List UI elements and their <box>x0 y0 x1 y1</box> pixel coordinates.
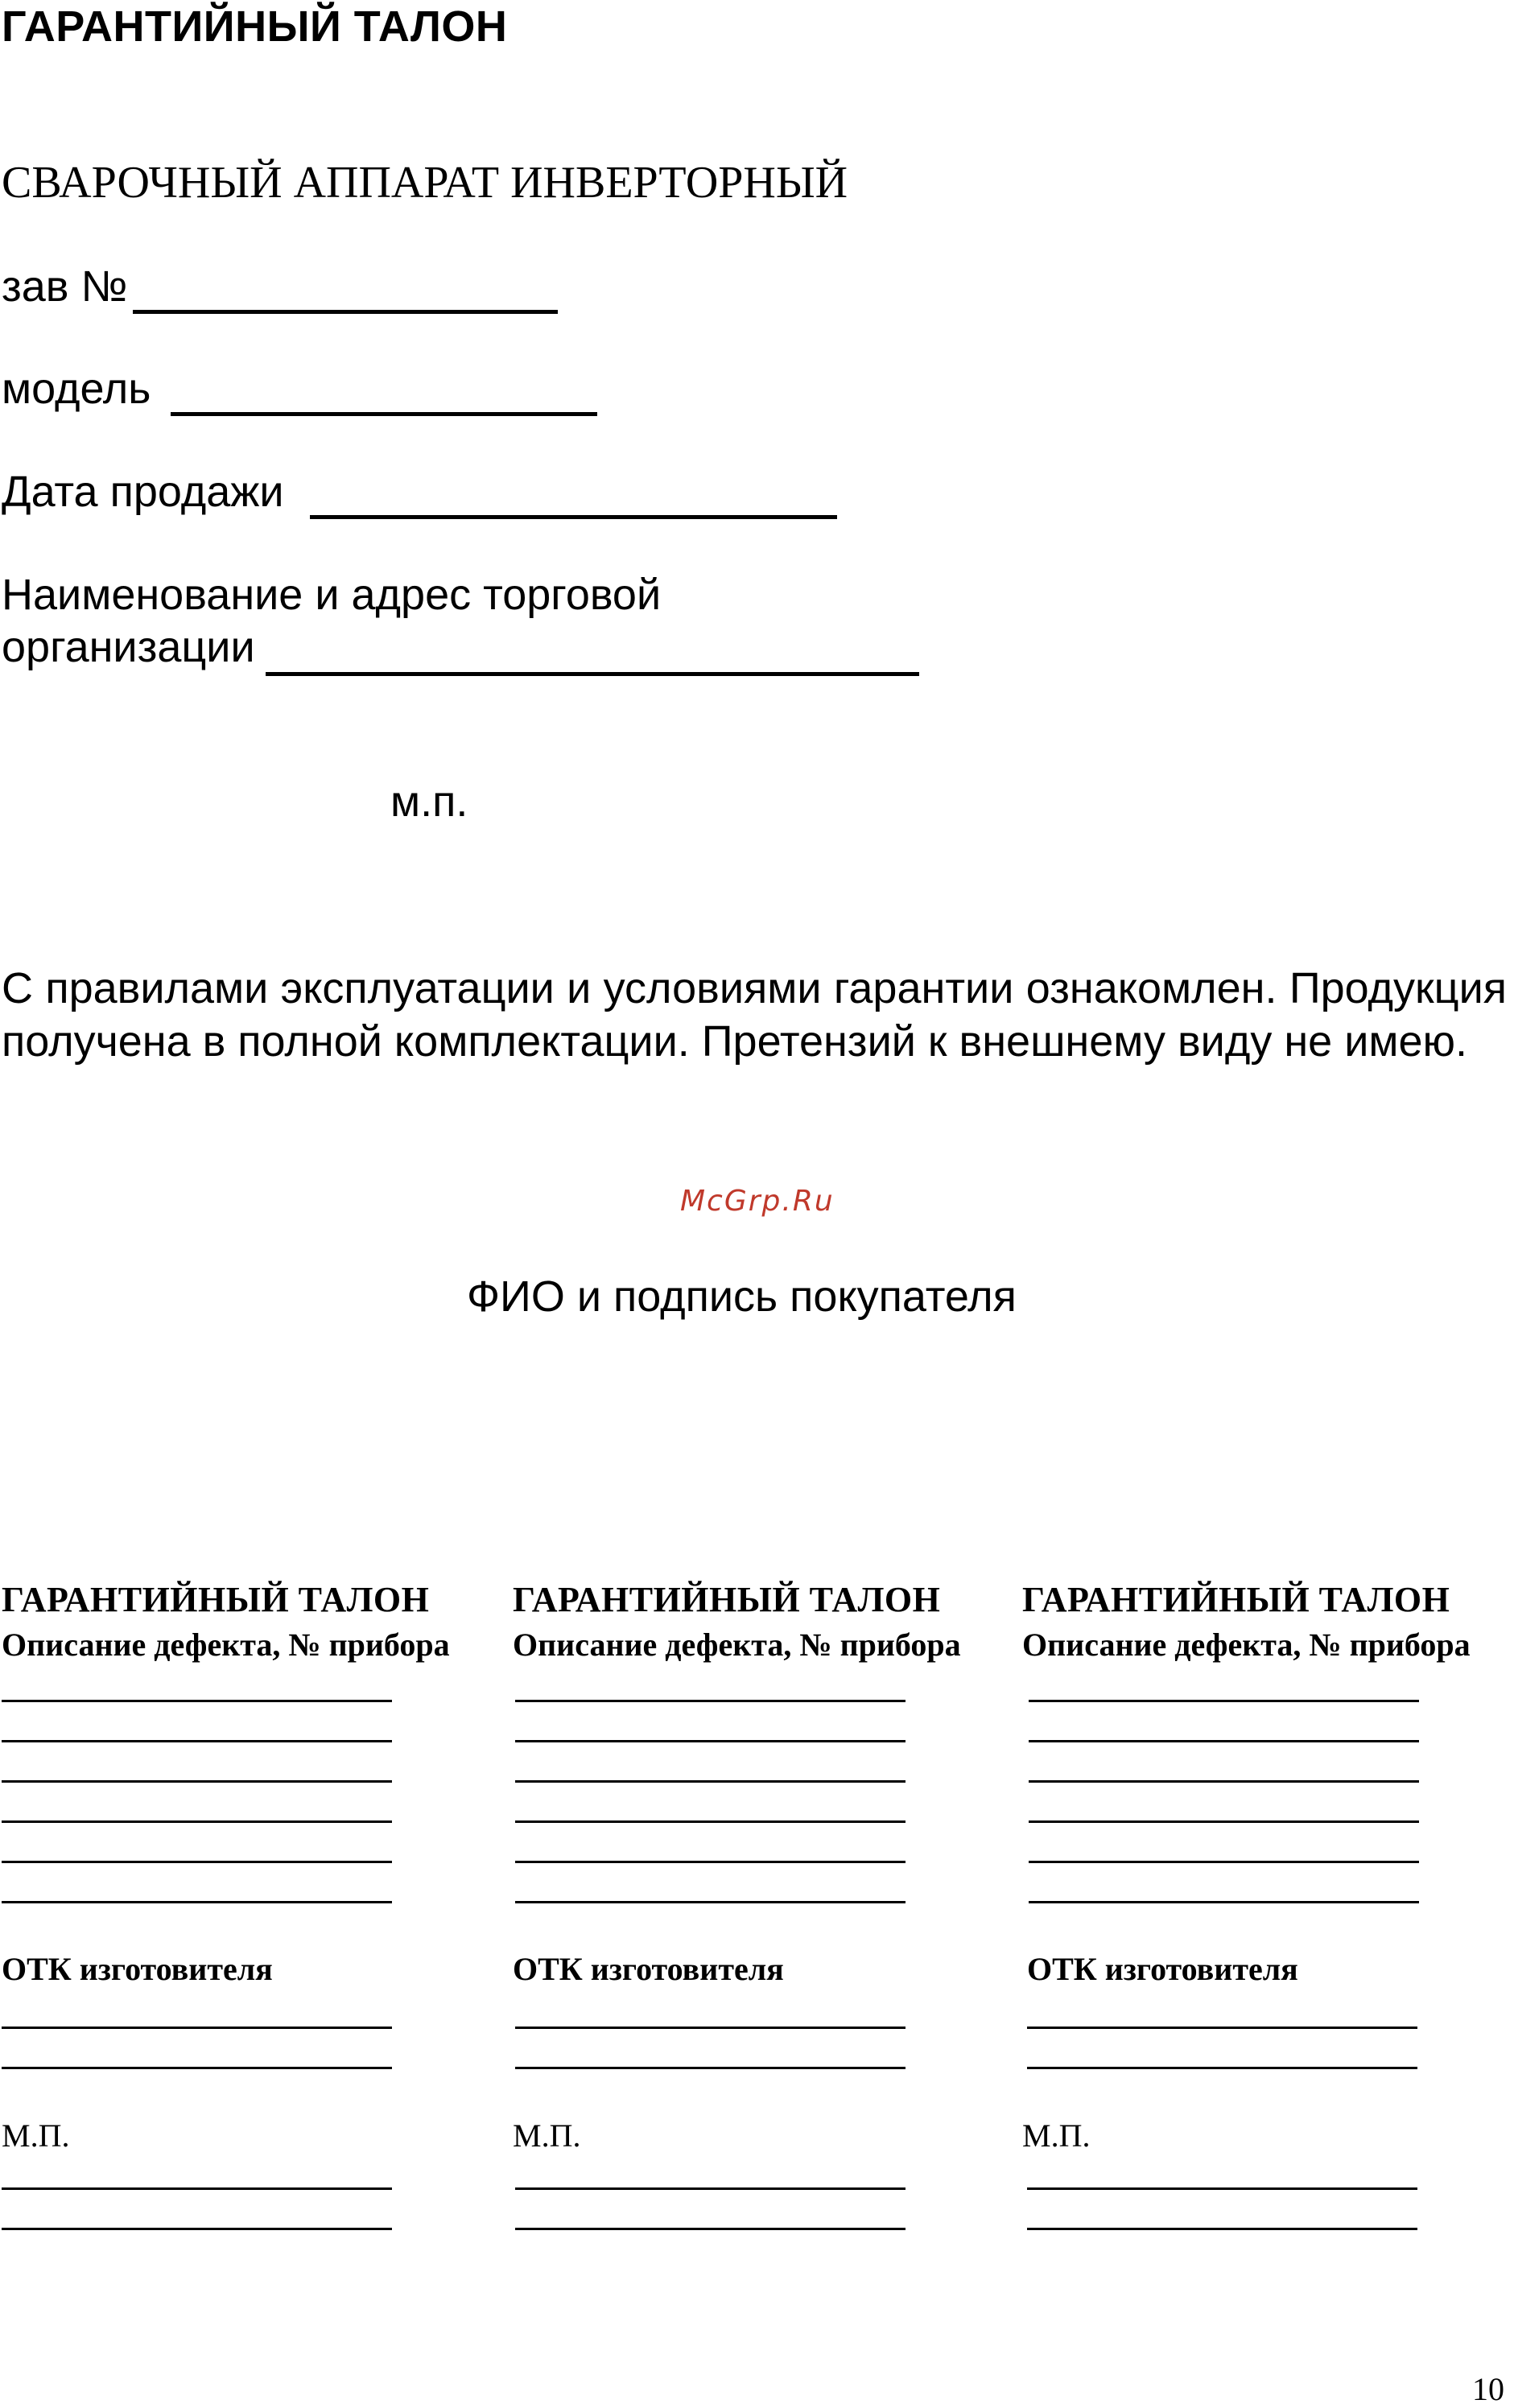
organization-field[interactable] <box>266 672 919 676</box>
buyer-signature-label: ФИО и подпись покупателя <box>467 1272 1017 1321</box>
coupon-2-otk-label: ОТК изготовителя <box>513 1951 784 1987</box>
coupon-2-stamp-line-1[interactable] <box>515 2187 906 2190</box>
coupon-1-stamp: М.П. <box>2 2117 70 2154</box>
coupon-3-title: ГАРАНТИЙНЫЙ ТАЛОН <box>1022 1580 1450 1619</box>
stamp-label: м.п. <box>390 777 468 826</box>
coupon-2-defect-line-2[interactable] <box>515 1740 906 1742</box>
watermark: McGrp.Ru <box>680 1185 835 1218</box>
coupon-2-defect-line-3[interactable] <box>515 1780 906 1783</box>
page-number: 10 <box>1472 2371 1504 2407</box>
serial-number-label: зав № <box>2 262 128 311</box>
coupon-2-otk-line-1[interactable] <box>515 2027 906 2029</box>
sale-date-label: Дата продажи <box>2 468 284 516</box>
coupon-3-defect-line-1[interactable] <box>1029 1700 1419 1702</box>
coupon-3-stamp-line-1[interactable] <box>1027 2187 1417 2190</box>
coupon-3-stamp-line-2[interactable] <box>1027 2228 1417 2230</box>
coupon-2-title: ГАРАНТИЙНЫЙ ТАЛОН <box>513 1580 941 1619</box>
coupon-1-otk-line-2[interactable] <box>2 2067 392 2069</box>
serial-number-field[interactable] <box>133 310 558 314</box>
organization-label-line2: организации <box>2 623 255 671</box>
coupon-3-defect-line-6[interactable] <box>1029 1901 1419 1903</box>
coupon-1-stamp-line-1[interactable] <box>2 2187 392 2190</box>
coupon-1-otk-label: ОТК изготовителя <box>2 1951 273 1987</box>
coupon-3-defect-line-3[interactable] <box>1029 1780 1419 1783</box>
coupon-1-title: ГАРАНТИЙНЫЙ ТАЛОН <box>2 1580 430 1619</box>
coupon-1-defect-line-4[interactable] <box>2 1820 392 1823</box>
coupon-3-defect-line-5[interactable] <box>1029 1861 1419 1863</box>
coupon-3-defect-label: Описание дефекта, № прибора <box>1022 1627 1471 1663</box>
coupon-2-defect-line-1[interactable] <box>515 1700 906 1702</box>
coupon-1-defect-label: Описание дефекта, № прибора <box>2 1627 450 1663</box>
coupon-1-defect-line-3[interactable] <box>2 1780 392 1783</box>
coupon-1-defect-line-1[interactable] <box>2 1700 392 1702</box>
coupon-3-otk-label: ОТК изготовителя <box>1027 1951 1298 1987</box>
coupon-1-stamp-line-2[interactable] <box>2 2228 392 2230</box>
coupon-2-defect-label: Описание дефекта, № прибора <box>513 1627 961 1663</box>
acknowledgement-text: С правилами эксплуатации и условиями гарантии ознакомлен. Продукция получена в полной комплектации. Претензий к внешнему виду не имею. <box>2 964 1507 1066</box>
coupon-2-defect-line-4[interactable] <box>515 1820 906 1823</box>
page-title: ГАРАНТИЙНЫЙ ТАЛОН <box>2 2 508 51</box>
model-label: модель <box>2 365 151 413</box>
coupon-3-otk-line-1[interactable] <box>1027 2027 1417 2029</box>
coupon-1-defect-line-6[interactable] <box>2 1901 392 1903</box>
coupon-3-defect-line-4[interactable] <box>1029 1820 1419 1823</box>
model-field[interactable] <box>171 412 597 416</box>
coupon-2-stamp-line-2[interactable] <box>515 2228 906 2230</box>
coupon-1-defect-line-2[interactable] <box>2 1740 392 1742</box>
organization-label-line1: Наименование и адрес торговой <box>2 571 662 619</box>
coupon-1-defect-line-5[interactable] <box>2 1861 392 1863</box>
coupon-2-defect-line-6[interactable] <box>515 1901 906 1903</box>
coupon-2-otk-line-2[interactable] <box>515 2067 906 2069</box>
coupon-2-defect-line-5[interactable] <box>515 1861 906 1863</box>
sale-date-field[interactable] <box>310 515 837 519</box>
product-name: СВАРОЧНЫЙ АППАРАТ ИНВЕРТОРНЫЙ <box>2 158 848 208</box>
coupon-3-stamp: М.П. <box>1022 2117 1091 2154</box>
coupon-2-stamp: М.П. <box>513 2117 581 2154</box>
coupon-3-otk-line-2[interactable] <box>1027 2067 1417 2069</box>
coupon-1-otk-line-1[interactable] <box>2 2027 392 2029</box>
coupon-3-defect-line-2[interactable] <box>1029 1740 1419 1742</box>
